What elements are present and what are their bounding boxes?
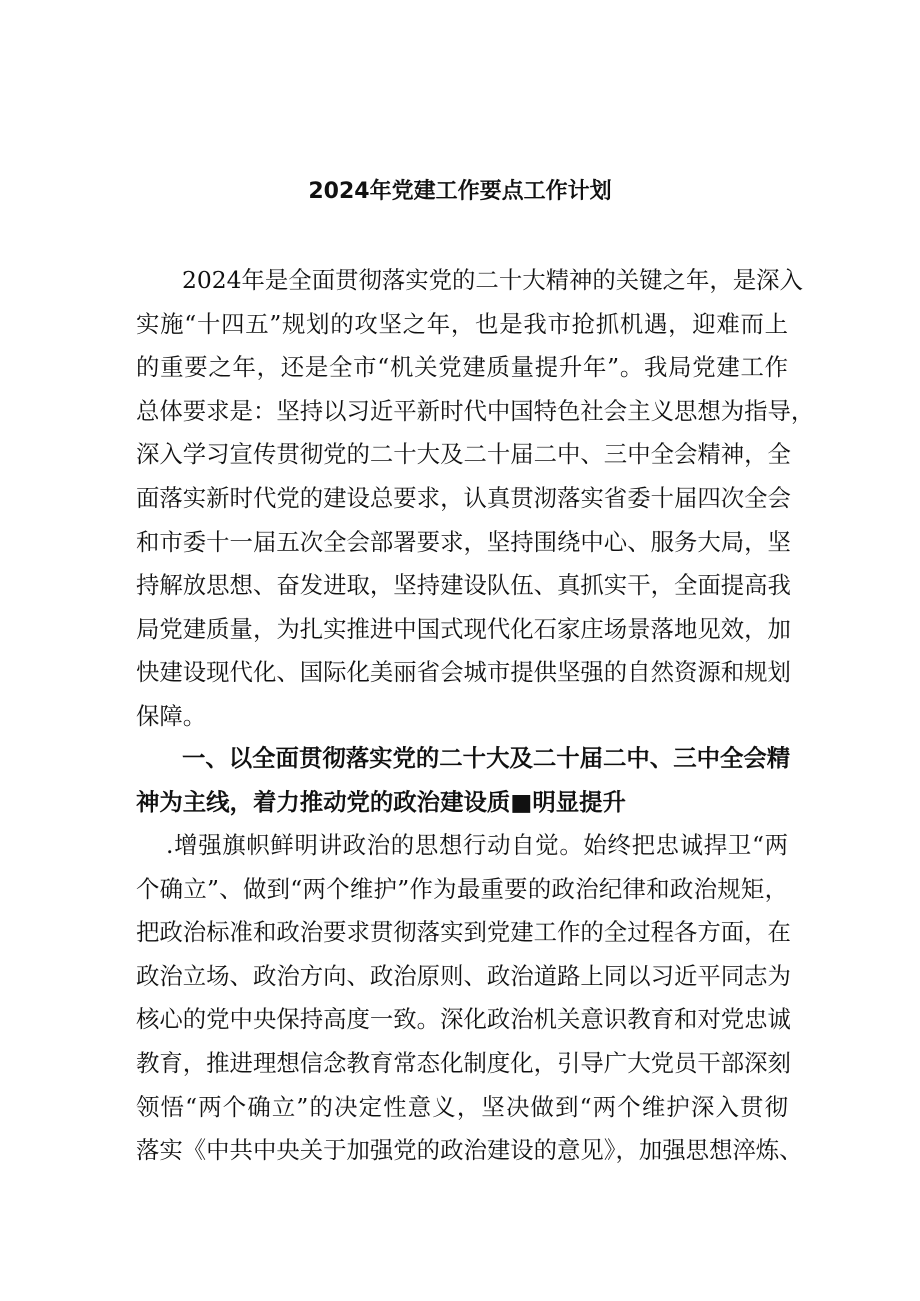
paragraph-line: 个确立”、做到“两个维护”作为最重要的政治纪律和政治规矩， — [136, 874, 788, 903]
paragraph-line: 落实《中共中央关于加强党的政治建设的意见》，加强思想淬炼、 — [136, 1136, 803, 1165]
paragraph-line: 教育，推进理想信念教育常态化制度化，引导广大党员干部深刻 — [136, 1048, 791, 1077]
intro-line: 总体要求是：坚持以习近平新时代中国特色社会主义思想为指导， — [136, 396, 815, 425]
intro-paragraph — [136, 259, 815, 739]
intro-line: 面落实新时代党的建设总要求，认真贯沏落实省委十届四次全会 — [136, 483, 791, 512]
section-1-heading — [136, 737, 791, 824]
paragraph-line: 政治立场、政治方向、政治原则、政治道路上同以习近平同志为 — [136, 961, 791, 990]
document-title: 2024年党建工作要点工作计划 — [308, 179, 612, 204]
intro-line: 保障。 — [136, 701, 207, 730]
section-1-paragraph — [136, 824, 803, 1173]
intro-line: 深入学习宣传贯彻党的二十大及二十届二中、三中全会精神，全 — [136, 440, 791, 469]
intro-line: 快建设现代化、国际化美丽省会城市提供坚强的自然资源和规划 — [136, 658, 791, 687]
intro-line: 持解放思想、奋发进取，坚持建设队伍、真抓实干，全面提高我 — [136, 571, 791, 600]
paragraph-line: .增强旗帜鲜明讲政治的思想行动自觉。始终把忠诚捍卫“两 — [166, 831, 788, 859]
intro-line: 局党建质量，为扎实推进中国式现代化石家庄场景落地见效，加 — [136, 614, 791, 643]
intro-line: 和市委十一届五次全会部署要求，坚持围绕中心、服务大局，坚 — [136, 527, 791, 556]
paragraph-line: 核心的党中央保持高度一致。深化政治机关意识教育和对党忠诚 — [136, 1005, 791, 1034]
intro-line: 的重要之年，还是全市“机关党建质量提升年”。我局党建工作 — [136, 353, 788, 382]
paragraph-line: 把政治标准和政治要求贯彻落实到党建工作的全过程各方面，在 — [136, 918, 791, 947]
intro-line: 2024年是全面贯彻落实党的二十大精神的关键之年，是深入 — [182, 266, 803, 294]
paragraph-line: 领悟“两个确立”的决定性意义，坚决做到“两个维护深入贯彻 — [136, 1092, 788, 1121]
intro-line: 实施“十四五”规划的攻坚之年，也是我市抢抓机遇，迎难而上 — [136, 309, 788, 338]
section-heading-line: 一、以全面贯彻落实党的二十大及二十届二中、三中全会精 — [182, 744, 791, 772]
section-heading-line: 神为主线，着力推动党的政治建设质■明显提升 — [136, 787, 626, 816]
